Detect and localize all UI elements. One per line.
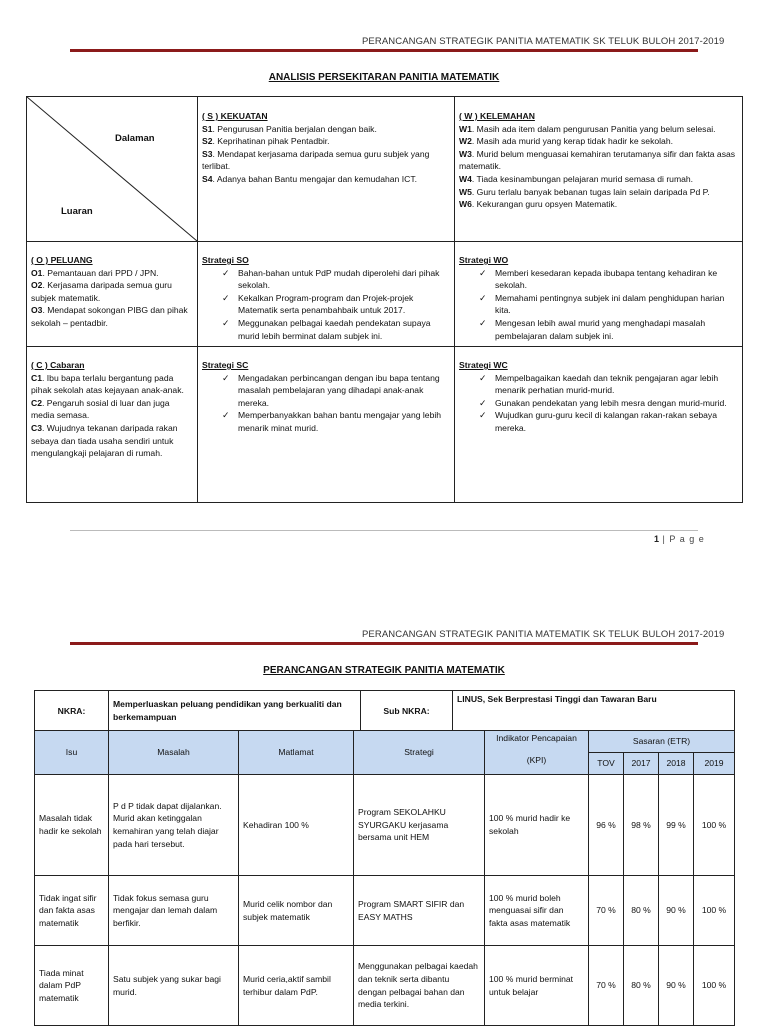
table-row <box>35 775 735 876</box>
page2-header: PERANCANGAN STRATEGIK PANITIA MATEMATIK SK TELUK BULOH 2017-2019 <box>362 629 725 640</box>
col-header-matlamat: Matlamat <box>239 731 354 775</box>
row-2018: 99 % <box>659 775 694 876</box>
strategy-so-item: ✓ Kekalkan Program-program dan Projek-projek Matematik serta penambahbaik untuk 2017. <box>202 292 450 317</box>
strategy-sc-heading: Strategi SC <box>202 360 249 370</box>
subnkra-value: LINUS, Sek Berprestasi Tinggi dan Tawaran Baru <box>453 691 735 732</box>
threat-item: C1. Ibu bapa terlalu bergantung pada pihak sekolah atas kejayaan anak-anak. <box>31 372 184 396</box>
col-header-tov: TOV <box>589 753 624 775</box>
opportunities-heading: ( O ) PELUANG <box>31 255 93 265</box>
strength-item: S2. Keprihatinan pihak Pentadbir. <box>202 136 330 147</box>
col-header-2019: 2019 <box>694 753 735 775</box>
weakness-item: W4. Tiada kesinambungan pelajaran murid semasa di rumah. <box>459 173 694 184</box>
corner-luaran: Luaran <box>61 206 93 217</box>
page-number-label: | P a g e <box>662 534 705 544</box>
col-header-kpi <box>485 731 589 775</box>
row-matlamat: Murid celik nombor dan subjek matematik <box>239 876 354 946</box>
page2-title: PERANCANGAN STRATEGIK PANITIA MATEMATIK <box>263 665 505 676</box>
strengths-cell <box>198 107 454 189</box>
strategy-sc-cell <box>198 356 454 438</box>
strategy-sc-item: ✓ Mengadakan perbincangan dengan ibu bapa tentang masalah pembelajaran yang dihadapi anak-anak mereka. <box>202 372 450 410</box>
col-header-masalah: Masalah <box>109 731 239 775</box>
row-2018: 90 % <box>659 876 694 946</box>
strategy-wo-item: ✓ Memberi kesedaran kepada ibubapa tentang kehadiran ke sekolah. <box>459 267 738 292</box>
strategy-wc-heading: Strategi WC <box>459 360 508 370</box>
row-kpi: 100 % murid berminat untuk belajar <box>485 946 589 1026</box>
nkra-table <box>34 690 735 732</box>
strategy-wo-item: ✓ Mengesan lebih awal murid yang menghadapi masalah pembelajaran dalam subjek ini. <box>459 317 738 342</box>
strategy-sc-item: ✓ Memperbanyakkan bahan bantu mengajar yang lebih menarik minat murid. <box>202 409 450 434</box>
weakness-item: W5. Guru terlalu banyak bebanan tugas lain selain daripada Pd P. <box>459 186 710 197</box>
opportunities-cell <box>27 251 197 333</box>
page1-header: PERANCANGAN STRATEGIK PANITIA MATEMATIK SK TELUK BULOH 2017-2019 <box>362 36 725 47</box>
strategy-wc-item: ✓ Mempelbagaikan kaedah dan teknik pengajaran agar lebih menarik perhatian murid-murid. <box>459 372 738 397</box>
row-2017: 80 % <box>624 876 659 946</box>
page1-header-rule <box>70 49 698 52</box>
row-strategi: Program SEKOLAHKU SYURGAKU kerjasama bersama unit HEM <box>354 775 485 876</box>
strategy-so-item: ✓ Meggunakan pelbagai kaedah pendekatan supaya murid lebih berminat dalam subjek ini. <box>202 317 450 342</box>
subnkra-label: Sub NKRA: <box>361 691 453 732</box>
row-kpi: 100 % murid boleh menguasai sifir dan fakta asas matematik <box>485 876 589 946</box>
row-matlamat: Kehadiran 100 % <box>239 775 354 876</box>
row-matlamat: Murid ceria,aktif sambil terhibur dalam PdP. <box>239 946 354 1026</box>
threats-heading: ( C ) Cabaran <box>31 360 85 370</box>
strategy-wc-item: ✓ Gunakan pendekatan yang lebih mesra dengan murid-murid. <box>459 397 738 410</box>
strengths-heading: ( S ) KEKUATAN <box>202 111 268 121</box>
col-header-sasaran: Sasaran (ETR) <box>589 731 735 753</box>
row-2017: 80 % <box>624 946 659 1026</box>
opportunity-item: O2. Kerjasama daripada semua guru subjek matematik. <box>31 280 172 303</box>
strategy-so-heading: Strategi SO <box>202 255 249 265</box>
row-strategi: Program SMART SIFIR dan EASY MATHS <box>354 876 485 946</box>
row-masalah: Tidak fokus semasa guru mengajar dan lemah dalam berfikir. <box>109 876 239 946</box>
col-header-kpi-line1: Indikator Pencapaian <box>496 733 577 743</box>
row-kpi: 100 % murid hadir ke sekolah <box>485 775 589 876</box>
row-2018: 90 % <box>659 946 694 1026</box>
strategy-so-cell <box>198 251 454 345</box>
opportunity-item: O3. Mendapat sokongan PIBG dan pihak sekolah – pentadbir. <box>31 305 188 328</box>
weaknesses-cell <box>455 107 742 214</box>
row-tov: 70 % <box>589 876 624 946</box>
page1-title: ANALISIS PERSEKITARAN PANITIA MATEMATIK <box>268 72 500 83</box>
row-isu: Tiada minat dalam PdP matematik <box>35 946 109 1026</box>
threat-item: C3. Wujudnya tekanan daripada rakan sebaya dan tiada usaha sendiri untuk mengulangkaji pelajaran di rumah. <box>31 422 178 459</box>
swot-hline-2 <box>27 346 742 347</box>
row-2019: 100 % <box>694 775 735 876</box>
page2-header-rule <box>70 642 698 645</box>
corner-dalaman: Dalaman <box>115 133 155 144</box>
strength-item: S4. Adanya bahan Bantu mengajar dan kemudahan ICT. <box>202 173 417 184</box>
row-2019: 100 % <box>694 946 735 1026</box>
page1-footer-rule <box>70 530 698 531</box>
row-isu: Masalah tidak hadir ke sekolah <box>35 775 109 876</box>
row-strategi: Menggunakan pelbagai kaedah dan teknik serta dibantu dengan pelbagai bahan dan media terkini. <box>354 946 485 1026</box>
weakness-item: W2. Masih ada murid yang kerap tidak hadir ke sekolah. <box>459 136 673 147</box>
swot-table <box>26 96 743 503</box>
strength-item: S1. Pengurusan Panitia berjalan dengan baik. <box>202 123 377 134</box>
opportunity-item: O1. Pemantauan dari PPD / JPN. <box>31 267 159 278</box>
strategy-plan-table <box>34 730 735 1026</box>
page1-page-number <box>654 534 705 544</box>
nkra-label: NKRA: <box>35 691 109 732</box>
col-header-strategi: Strategi <box>354 731 485 775</box>
col-header-isu: Isu <box>35 731 109 775</box>
weakness-item: W3. Murid belum menguasai kemahiran terutamanya sifir dan fakta asas matematik. <box>459 148 736 172</box>
row-masalah: P d P tidak dapat dijalankan. Murid akan ketinggalan kemahiran yang telah diajar pada hari tersebut. <box>109 775 239 876</box>
row-tov: 70 % <box>589 946 624 1026</box>
strategy-wo-cell <box>455 251 742 345</box>
corner-diagonal <box>27 97 198 242</box>
weakness-item: W6. Kekurangan guru opsyen Matematik. <box>459 199 618 210</box>
strategy-so-item: ✓ Bahan-bahan untuk PdP mudah diperolehi dari pihak sekolah. <box>202 267 450 292</box>
threats-cell <box>27 356 197 463</box>
strategy-wc-cell <box>455 356 742 438</box>
strategy-wc-item: ✓ Wujudkan guru-guru kecil di kalangan rakan-rakan sebaya mereka. <box>459 409 738 434</box>
strategy-wo-item: ✓ Memahami pentingnya subjek ini dalam penghidupan harian kita. <box>459 292 738 317</box>
weaknesses-heading: ( W ) KELEMAHAN <box>459 111 535 121</box>
nkra-value: Memperluaskan peluang pendidikan yang berkualiti dan berkemampuan <box>109 691 361 732</box>
row-2019: 100 % <box>694 876 735 946</box>
col-header-2017: 2017 <box>624 753 659 775</box>
weakness-item: W1. Masih ada item dalam pengurusan Panitia yang belum selesai. <box>459 123 716 134</box>
strategy-wo-heading: Strategi WO <box>459 255 509 265</box>
table-row <box>35 876 735 946</box>
table-row <box>35 946 735 1026</box>
threat-item: C2. Pengaruh sosial di luar dan juga media semasa. <box>31 397 170 421</box>
row-masalah: Satu subjek yang sukar bagi murid. <box>109 946 239 1026</box>
row-2017: 98 % <box>624 775 659 876</box>
col-header-2018: 2018 <box>659 753 694 775</box>
page-number-value: 1 <box>654 534 660 544</box>
row-tov: 96 % <box>589 775 624 876</box>
col-header-kpi-line2: (KPI) <box>526 754 547 765</box>
strength-item: S3. Mendapat kerjasama daripada semua guru subjek yang terlibat. <box>202 148 430 172</box>
row-isu: Tidak ingat sifir dan fakta asas matematik <box>35 876 109 946</box>
